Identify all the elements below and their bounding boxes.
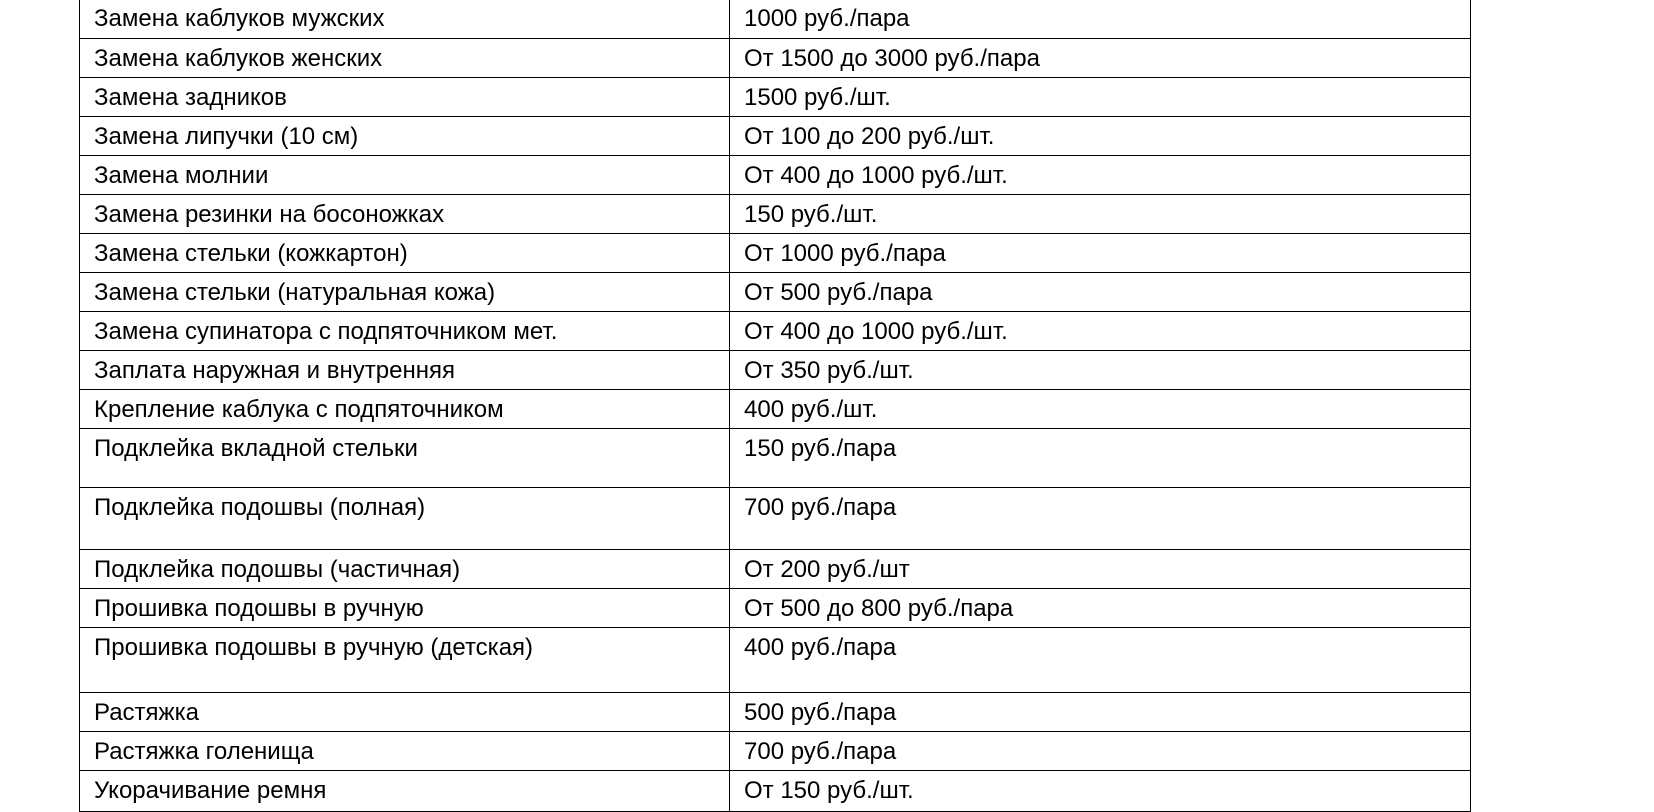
table-row xyxy=(80,117,1471,156)
price-cell: От 150 руб./шт. xyxy=(730,771,1471,812)
price-cell: От 350 руб./шт. xyxy=(730,351,1471,390)
table-row xyxy=(80,39,1471,78)
price-cell: 150 руб./шт. xyxy=(730,195,1471,234)
table-row xyxy=(80,156,1471,195)
table-row xyxy=(80,78,1471,117)
price-cell: От 100 до 200 руб./шт. xyxy=(730,117,1471,156)
table-row xyxy=(80,234,1471,273)
table-row xyxy=(80,351,1471,390)
table-row xyxy=(80,429,1471,488)
price-cell: От 1000 руб./пара xyxy=(730,234,1471,273)
price-cell: 700 руб./пара xyxy=(730,488,1471,550)
price-cell: 1500 руб./шт. xyxy=(730,78,1471,117)
service-cell: Крепление каблука с подпяточником xyxy=(80,390,730,429)
table-row xyxy=(80,312,1471,351)
service-cell: Подклейка вкладной стельки xyxy=(80,429,730,488)
service-cell: Замена молнии xyxy=(80,156,730,195)
table-row xyxy=(80,273,1471,312)
table-row xyxy=(80,195,1471,234)
table-row xyxy=(80,390,1471,429)
price-table xyxy=(79,0,1471,812)
table-row xyxy=(80,550,1471,589)
table-row xyxy=(80,0,1471,39)
table-row xyxy=(80,732,1471,771)
table-row xyxy=(80,628,1471,693)
service-cell: Замена каблуков мужских xyxy=(80,0,730,39)
price-cell: От 500 до 800 руб./пара xyxy=(730,589,1471,628)
price-cell: От 1500 до 3000 руб./пара xyxy=(730,39,1471,78)
price-cell: От 400 до 1000 руб./шт. xyxy=(730,312,1471,351)
service-cell: Замена липучки (10 см) xyxy=(80,117,730,156)
service-cell: Замена супинатора с подпяточником мет. xyxy=(80,312,730,351)
service-cell: Прошивка подошвы в ручную xyxy=(80,589,730,628)
table-row xyxy=(80,589,1471,628)
service-cell: Подклейка подошвы (полная) xyxy=(80,488,730,550)
service-cell: Растяжка голенища xyxy=(80,732,730,771)
table-row xyxy=(80,771,1471,812)
price-cell: 700 руб./пара xyxy=(730,732,1471,771)
price-cell: 500 руб./пара xyxy=(730,693,1471,732)
table-row xyxy=(80,693,1471,732)
price-cell: 400 руб./шт. xyxy=(730,390,1471,429)
service-cell: Укорачивание ремня xyxy=(80,771,730,812)
price-cell: 150 руб./пара xyxy=(730,429,1471,488)
service-cell: Растяжка xyxy=(80,693,730,732)
price-cell: От 400 до 1000 руб./шт. xyxy=(730,156,1471,195)
service-cell: Подклейка подошвы (частичная) xyxy=(80,550,730,589)
table-row xyxy=(80,488,1471,550)
price-cell: 1000 руб./пара xyxy=(730,0,1471,39)
service-cell: Замена резинки на босоножках xyxy=(80,195,730,234)
service-cell: Прошивка подошвы в ручную (детская) xyxy=(80,628,730,693)
service-cell: Замена стельки (кожкартон) xyxy=(80,234,730,273)
price-cell: 400 руб./пара xyxy=(730,628,1471,693)
service-cell: Замена задников xyxy=(80,78,730,117)
service-cell: Замена стельки (натуральная кожа) xyxy=(80,273,730,312)
service-cell: Заплата наружная и внутренняя xyxy=(80,351,730,390)
price-cell: От 500 руб./пара xyxy=(730,273,1471,312)
price-cell: От 200 руб./шт xyxy=(730,550,1471,589)
service-cell: Замена каблуков женских xyxy=(80,39,730,78)
